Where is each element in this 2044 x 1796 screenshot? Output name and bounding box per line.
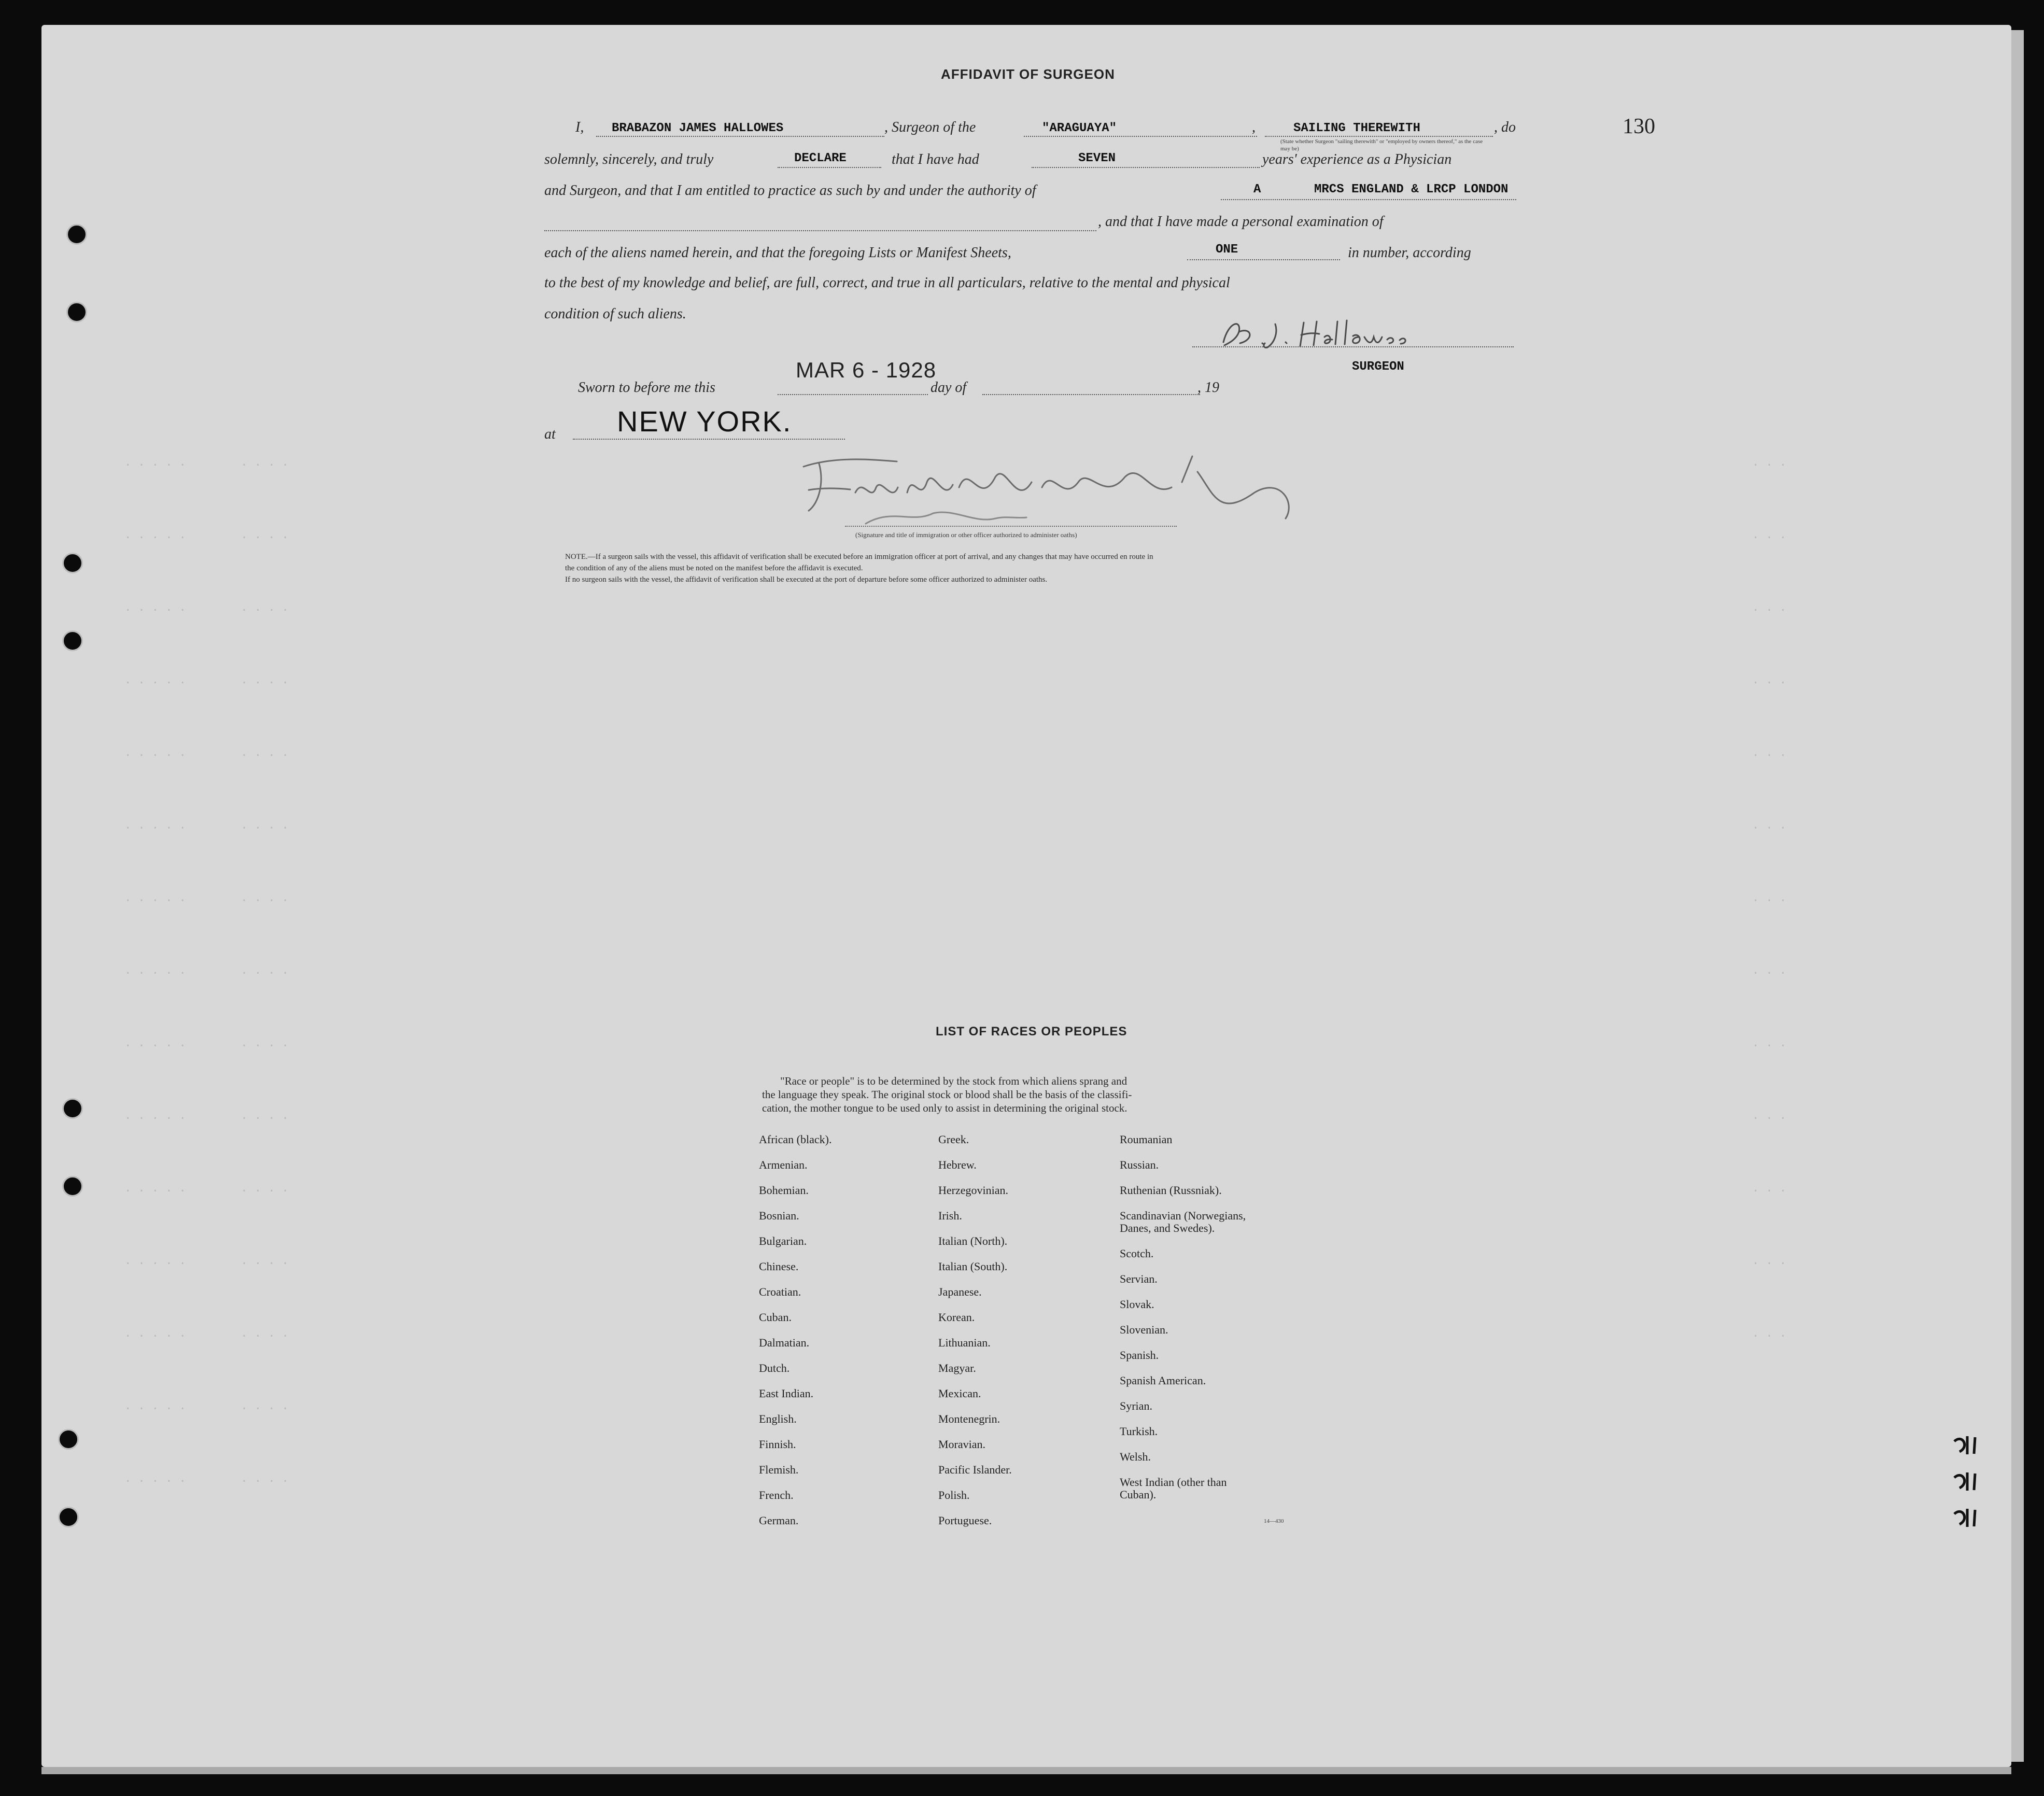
text-experience: years' experience as a Physician [1262, 151, 1452, 167]
race-item: Hebrew. [938, 1158, 977, 1171]
official-signature [788, 446, 1317, 534]
text-each-alien: each of the aliens named herein, and that the foregoing Lists or Manifest Sheets, [544, 245, 1011, 261]
text-surgeon-of: , Surgeon of the [884, 119, 976, 135]
sworn-date-stamp: MAR 6 - 1928 [796, 358, 937, 382]
race-item: Slovenian. [1120, 1323, 1168, 1336]
races-intro-3: cation, the mother tongue to be used only to assist in determining the original stock. [762, 1102, 1127, 1114]
page-edge-bottom [41, 1767, 2011, 1774]
race-item: Danes, and Swedes). [1120, 1222, 1215, 1234]
race-item: Dutch. [759, 1362, 790, 1374]
race-item: African (black). [759, 1133, 832, 1146]
race-item: Herzegovinian. [938, 1184, 1008, 1197]
race-item: Bohemian. [759, 1184, 809, 1197]
text-i: I, [575, 119, 584, 135]
races-intro-1: "Race or people" is to be determined by the stock from which aliens sprang and [780, 1075, 1127, 1087]
note-line-2: the condition of any of the aliens must be noted on the manifest before the affidavit is executed. [565, 564, 863, 572]
text-examination: , and that I have made a personal examination of [1098, 214, 1384, 230]
race-item: Finnish. [759, 1438, 796, 1451]
text-do: , do [1494, 119, 1516, 135]
years-line [1032, 167, 1260, 168]
race-item: West Indian (other than [1120, 1476, 1227, 1489]
punch-hole [62, 630, 83, 651]
race-item: Greek. [938, 1133, 969, 1146]
race-item: Cuban). [1120, 1488, 1157, 1501]
punch-hole [62, 1176, 83, 1197]
sworn-date-line [778, 394, 928, 395]
text-and-surgeon: and Surgeon, and that I am entitled to practice as such by and under the authority of [544, 183, 1036, 199]
punch-hole [62, 553, 83, 573]
race-item: Italian (South). [938, 1260, 1008, 1273]
race-item: Ruthenian (Russniak). [1120, 1184, 1222, 1197]
race-item: Armenian. [759, 1158, 808, 1171]
place-stamp: NEW YORK. [617, 405, 792, 438]
text-best: to the best of my knowledge and belief, are full, correct, and true in all particulars, relative to the mental and physical [544, 275, 1230, 291]
surgeon-signature-line [1192, 346, 1514, 347]
place-line [573, 439, 845, 440]
race-item: Japanese. [938, 1285, 982, 1298]
text-day-of: day of [931, 380, 967, 396]
punch-hole [58, 1507, 79, 1527]
race-item: Scandinavian (Norwegians, [1120, 1209, 1246, 1222]
surgeon-label: SURGEON [1352, 360, 1404, 374]
sailing-note: (State whether Surgeon "sailing therewith" or "employed by owners thereof," as the case may be) [1280, 138, 1483, 152]
sheet-count: ONE [1216, 243, 1238, 257]
note-line-1: NOTE.—If a surgeon sails with the vessel, this affidavit of verification shall be executed before an immigration officer at port of arrival, and any changes that may have occurred en route in [565, 553, 1153, 561]
page-edge-right [2011, 30, 2024, 1762]
races-title: LIST OF RACES OR PEOPLES [936, 1025, 1127, 1039]
authority-line [1221, 199, 1516, 200]
race-item: Flemish. [759, 1463, 799, 1476]
race-item: Cuban. [759, 1311, 792, 1324]
race-item: Magyar. [938, 1362, 976, 1374]
race-item: Spanish American. [1120, 1374, 1206, 1387]
punch-hole [66, 224, 87, 245]
race-item: Turkish. [1120, 1425, 1158, 1438]
race-item: Moravian. [938, 1438, 986, 1451]
race-item: Korean. [938, 1311, 975, 1324]
note-line-3: If no surgeon sails with the vessel, the affidavit of verification shall be executed at the port of departure before some officer authorized to administer oaths. [565, 576, 1048, 584]
race-item: Lithuanian. [938, 1336, 991, 1349]
races-intro-2: the language they speak. The original stock or blood shall be the basis of the classifi- [762, 1088, 1132, 1101]
authority-a: A [1253, 183, 1261, 197]
month-line [982, 394, 1200, 395]
vessel-name: "ARAGUAYA" [1042, 121, 1117, 135]
race-item: Mexican. [938, 1387, 981, 1400]
page-number: 130 [1623, 115, 1655, 138]
race-item: French. [759, 1489, 794, 1502]
form-code: 14—430 [1264, 1518, 1284, 1524]
margin-marks [1949, 1431, 1991, 1535]
race-item: East Indian. [759, 1387, 814, 1400]
surgeon-name-line [596, 136, 884, 137]
race-item: Pacific Islander. [938, 1463, 1012, 1476]
race-item: Scotch. [1120, 1247, 1154, 1260]
race-item: Servian. [1120, 1272, 1158, 1285]
declare-line [778, 167, 881, 168]
text-in-number: in number, according [1348, 245, 1471, 261]
authority-continuation-line [544, 230, 1096, 231]
official-signature-line [845, 526, 1177, 527]
text-at: at [544, 426, 556, 442]
punch-hole [66, 302, 87, 322]
text-have-had: that I have had [892, 151, 979, 167]
text-solemnly: solemnly, sincerely, and truly [544, 151, 714, 167]
race-item: Dalmatian. [759, 1336, 810, 1349]
text-year: , 19 [1197, 380, 1219, 396]
race-item: Syrian. [1120, 1399, 1152, 1412]
punch-hole [58, 1429, 79, 1450]
race-item: Slovak. [1120, 1298, 1154, 1311]
text-comma: , [1252, 119, 1256, 135]
race-item: Spanish. [1120, 1349, 1159, 1362]
race-item: German. [759, 1514, 799, 1527]
surgeon-name: BRABAZON JAMES HALLOWES [612, 121, 784, 135]
race-item: Welsh. [1120, 1450, 1151, 1463]
text-condition: condition of such aliens. [544, 306, 686, 322]
declare-word: DECLARE [794, 151, 847, 165]
race-item: Chinese. [759, 1260, 799, 1273]
race-item: Irish. [938, 1209, 962, 1222]
text-sworn: Sworn to before me this [578, 380, 715, 396]
affidavit-title: AFFIDAVIT OF SURGEON [941, 66, 1115, 82]
race-item: Polish. [938, 1489, 970, 1502]
official-caption: (Signature and title of immigration or other officer authorized to administer oaths) [855, 531, 1077, 539]
race-item: English. [759, 1412, 797, 1425]
sailing-line [1265, 136, 1493, 137]
race-item: Bosnian. [759, 1209, 799, 1222]
race-item: Bulgarian. [759, 1234, 807, 1247]
punch-hole [62, 1098, 83, 1119]
authority: MRCS ENGLAND & LRCP LONDON [1314, 183, 1509, 197]
race-item: Montenegrin. [938, 1412, 1000, 1425]
sailing-status: SAILING THEREWITH [1293, 121, 1420, 135]
race-item: Roumanian [1120, 1133, 1173, 1146]
race-item: Croatian. [759, 1285, 801, 1298]
race-item: Italian (North). [938, 1234, 1008, 1247]
surgeon-signature [1213, 311, 1462, 358]
years-experience: SEVEN [1078, 151, 1116, 165]
sheet-count-line [1187, 259, 1340, 260]
vessel-line [1024, 136, 1257, 137]
race-item: Russian. [1120, 1158, 1159, 1171]
race-item: Portuguese. [938, 1514, 992, 1527]
